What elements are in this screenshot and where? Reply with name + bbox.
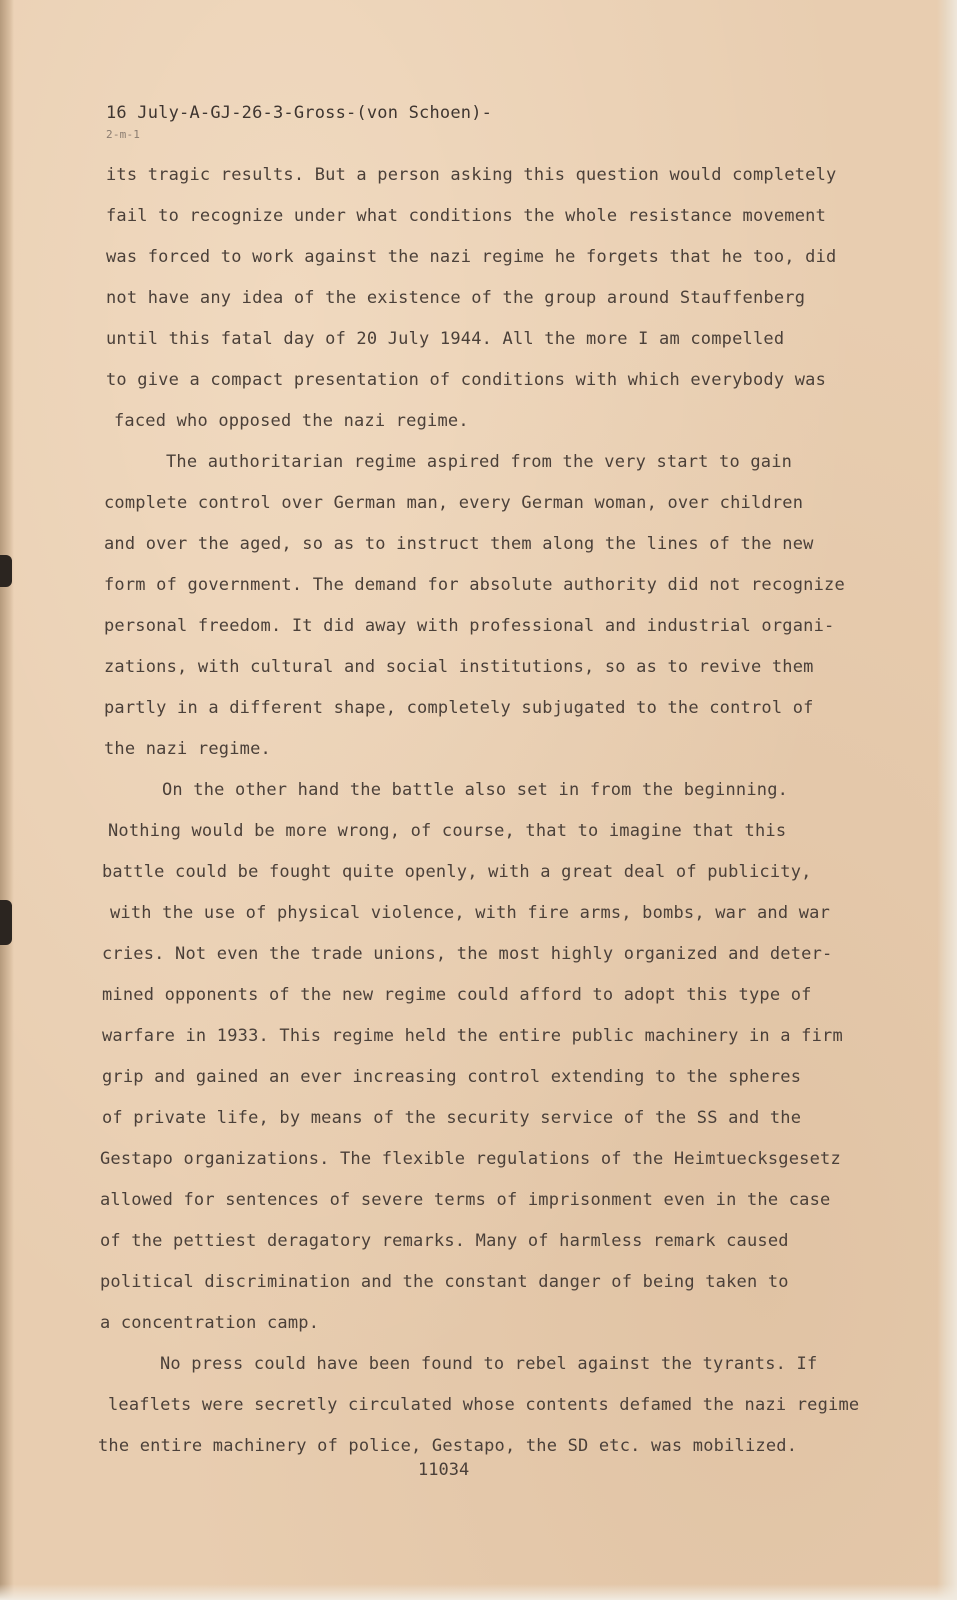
document-header: 16 July-A-GJ-26-3-Gross-(von Schoen)- [106, 103, 493, 123]
page-right-edge [937, 0, 957, 1600]
text-line: On the other hand the battle also set in from the beginning. [162, 780, 789, 800]
text-line: cries. Not even the trade unions, the most highly organized and deter- [102, 944, 833, 964]
text-line: No press could have been found to rebel against the tyrants. If [160, 1354, 818, 1374]
text-line: fail to recognize under what conditions the whole resistance movement [106, 206, 827, 226]
text-line: personal freedom. It did away with professional and industrial organi- [104, 616, 835, 636]
text-line: and over the aged, so as to instruct them along the lines of the new [104, 534, 814, 554]
text-line: faced who opposed the nazi regime. [114, 411, 469, 431]
text-line: not have any idea of the existence of the group around Stauffenberg [106, 288, 806, 308]
text-line: grip and gained an ever increasing control extending to the spheres [102, 1067, 802, 1087]
text-line: leaflets were secretly circulated whose contents defamed the nazi regime [108, 1395, 860, 1415]
text-line: a concentration camp. [100, 1313, 320, 1333]
text-line: The authoritarian regime aspired from the very start to gain [166, 452, 793, 472]
text-line: Gestapo organizations. The flexible regulations of the Heimtuecksgesetz [100, 1149, 841, 1169]
text-line: was forced to work against the nazi regime he forgets that he too, did [106, 247, 837, 267]
torn-edge-mark [0, 900, 12, 945]
text-line: warfare in 1933. This regime held the entire public machinery in a firm [102, 1026, 843, 1046]
torn-edge-mark [0, 555, 12, 587]
page-bottom-edge [0, 1584, 957, 1600]
text-line: zations, with cultural and social institutions, so as to revive them [104, 657, 814, 677]
text-line: allowed for sentences of severe terms of imprisonment even in the case [100, 1190, 831, 1210]
page-number: 11034 [418, 1460, 470, 1480]
text-line: mined opponents of the new regime could afford to adopt this type of [102, 985, 812, 1005]
text-line: the entire machinery of police, Gestapo, the SD etc. was mobilized. [98, 1436, 798, 1456]
text-line: until this fatal day of 20 July 1944. All the more I am compelled [106, 329, 785, 349]
text-line: to give a compact presentation of conditions with which everybody was [106, 370, 827, 390]
text-line: political discrimination and the constant danger of being taken to [100, 1272, 789, 1292]
text-line: the nazi regime. [104, 739, 271, 759]
header-mark: 2-m-1 [106, 128, 141, 141]
text-line: partly in a different shape, completely subjugated to the control of [104, 698, 814, 718]
text-line: Nothing would be more wrong, of course, that to imagine that this [108, 821, 787, 841]
page-left-edge [0, 0, 14, 1600]
text-line: with the use of physical violence, with fire arms, bombs, war and war [110, 903, 831, 923]
text-line: of private life, by means of the security service of the SS and the [102, 1108, 802, 1128]
text-line: complete control over German man, every German woman, over children [104, 493, 804, 513]
text-line: of the pettiest deragatory remarks. Many of harmless remark caused [100, 1231, 789, 1251]
text-line: battle could be fought quite openly, with a great deal of publicity, [102, 862, 812, 882]
text-line: form of government. The demand for absolute authority did not recognize [104, 575, 845, 595]
text-line: its tragic results. But a person asking this question would completely [106, 165, 837, 185]
